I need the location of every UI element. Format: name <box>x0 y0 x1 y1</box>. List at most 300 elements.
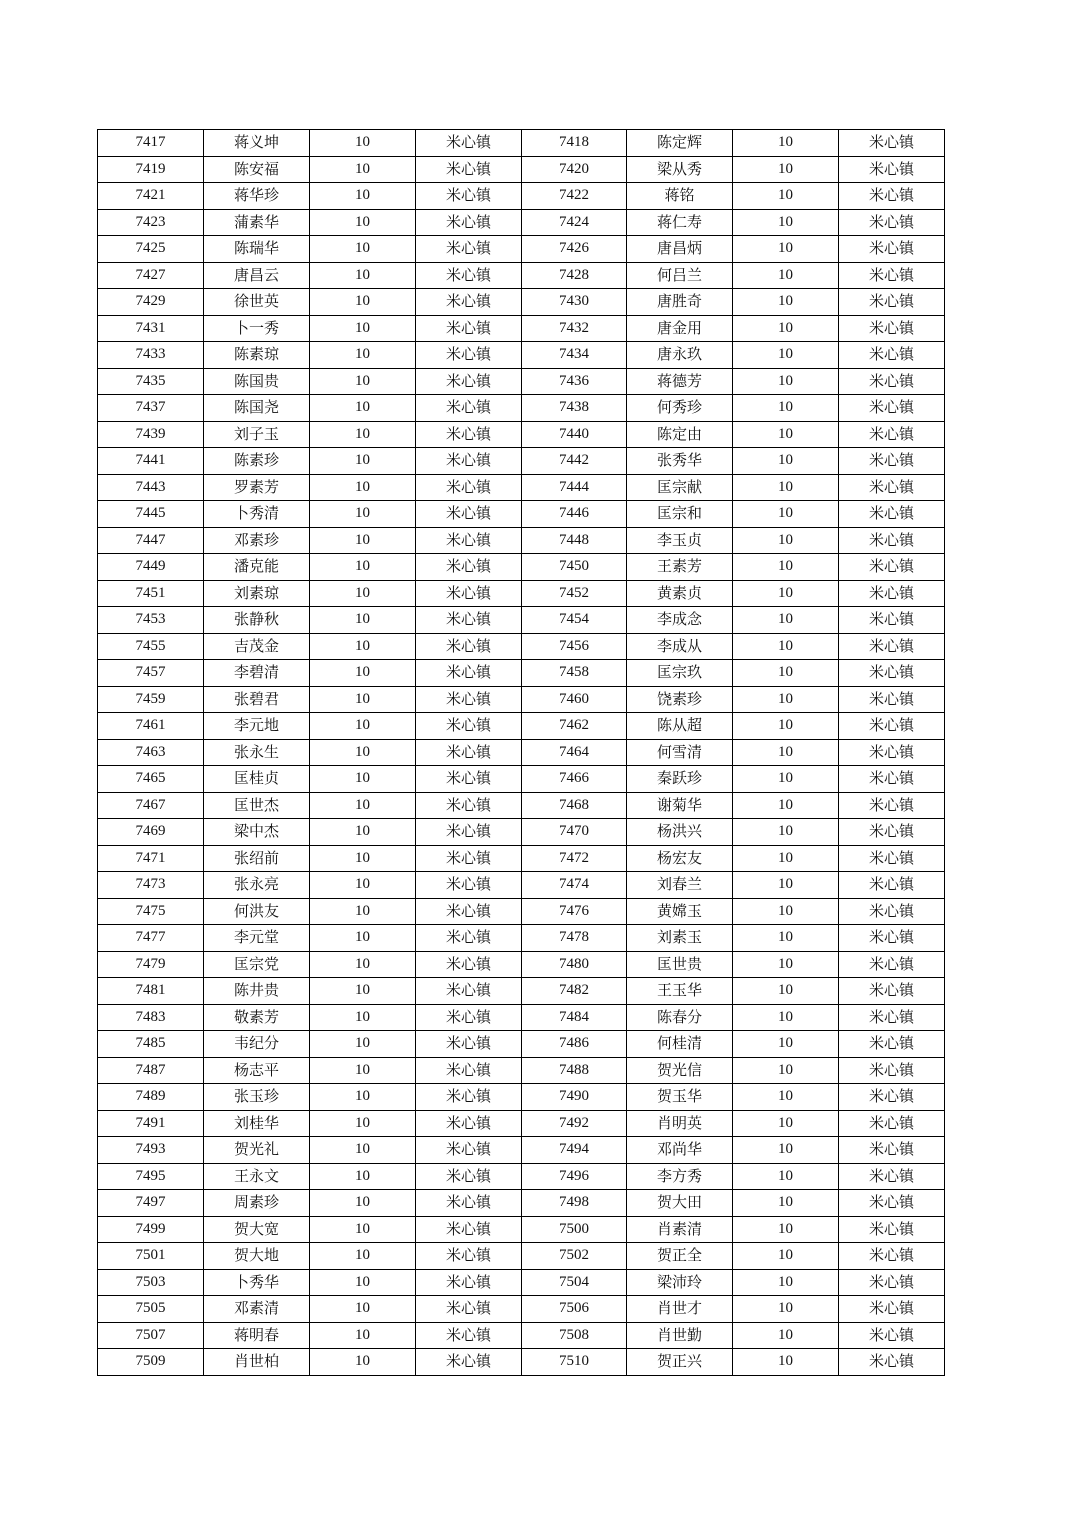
left-id-cell: 7469 <box>98 819 204 846</box>
right-count-cell: 10 <box>733 1216 839 1243</box>
right-name-cell: 肖世勤 <box>627 1322 733 1349</box>
right-id-cell: 7482 <box>522 978 627 1005</box>
table-row <box>98 925 945 952</box>
right-count-cell: 10 <box>733 315 839 342</box>
left-name-cell: 陈井贵 <box>204 978 310 1005</box>
right-town-cell: 米心镇 <box>839 1057 945 1084</box>
right-town-cell: 米心镇 <box>839 236 945 263</box>
right-name-cell: 张秀华 <box>627 448 733 475</box>
left-town-cell: 米心镇 <box>416 527 522 554</box>
table-row <box>98 1137 945 1164</box>
right-name-cell: 匡宗玖 <box>627 660 733 687</box>
left-id-cell: 7471 <box>98 845 204 872</box>
left-town-cell: 米心镇 <box>416 1004 522 1031</box>
right-id-cell: 7424 <box>522 209 627 236</box>
right-name-cell: 李玉贞 <box>627 527 733 554</box>
table-row <box>98 262 945 289</box>
left-count-cell: 10 <box>310 1057 416 1084</box>
left-name-cell: 蒲素华 <box>204 209 310 236</box>
right-count-cell: 10 <box>733 395 839 422</box>
right-count-cell: 10 <box>733 607 839 634</box>
right-town-cell: 米心镇 <box>839 289 945 316</box>
left-name-cell: 李碧清 <box>204 660 310 687</box>
right-id-cell: 7420 <box>522 156 627 183</box>
right-count-cell: 10 <box>733 156 839 183</box>
right-name-cell: 李方秀 <box>627 1163 733 1190</box>
right-town-cell: 米心镇 <box>839 554 945 581</box>
table-row <box>98 739 945 766</box>
table-row <box>98 845 945 872</box>
left-name-cell: 唐昌云 <box>204 262 310 289</box>
table-row <box>98 421 945 448</box>
left-count-cell: 10 <box>310 156 416 183</box>
right-count-cell: 10 <box>733 1190 839 1217</box>
right-town-cell: 米心镇 <box>839 739 945 766</box>
left-count-cell: 10 <box>310 421 416 448</box>
left-name-cell: 贺大宽 <box>204 1216 310 1243</box>
left-id-cell: 7449 <box>98 554 204 581</box>
right-count-cell: 10 <box>733 1296 839 1323</box>
left-id-cell: 7477 <box>98 925 204 952</box>
right-id-cell: 7442 <box>522 448 627 475</box>
left-town-cell: 米心镇 <box>416 1216 522 1243</box>
left-town-cell: 米心镇 <box>416 713 522 740</box>
left-id-cell: 7465 <box>98 766 204 793</box>
right-name-cell: 黄嫦玉 <box>627 898 733 925</box>
right-id-cell: 7432 <box>522 315 627 342</box>
left-name-cell: 刘素琼 <box>204 580 310 607</box>
left-count-cell: 10 <box>310 183 416 210</box>
right-count-cell: 10 <box>733 1084 839 1111</box>
right-name-cell: 饶素珍 <box>627 686 733 713</box>
left-town-cell: 米心镇 <box>416 1243 522 1270</box>
left-name-cell: 贺光礼 <box>204 1137 310 1164</box>
left-id-cell: 7455 <box>98 633 204 660</box>
table-row <box>98 527 945 554</box>
right-name-cell: 何吕兰 <box>627 262 733 289</box>
left-count-cell: 10 <box>310 501 416 528</box>
right-id-cell: 7422 <box>522 183 627 210</box>
left-town-cell: 米心镇 <box>416 660 522 687</box>
left-id-cell: 7475 <box>98 898 204 925</box>
right-id-cell: 7430 <box>522 289 627 316</box>
right-name-cell: 唐胜奇 <box>627 289 733 316</box>
left-count-cell: 10 <box>310 1163 416 1190</box>
left-count-cell: 10 <box>310 368 416 395</box>
right-town-cell: 米心镇 <box>839 1349 945 1376</box>
table-row <box>98 554 945 581</box>
right-name-cell: 贺正全 <box>627 1243 733 1270</box>
left-name-cell: 徐世英 <box>204 289 310 316</box>
left-town-cell: 米心镇 <box>416 1110 522 1137</box>
left-name-cell: 潘克能 <box>204 554 310 581</box>
right-id-cell: 7480 <box>522 951 627 978</box>
left-name-cell: 杨志平 <box>204 1057 310 1084</box>
left-count-cell: 10 <box>310 1296 416 1323</box>
left-count-cell: 10 <box>310 792 416 819</box>
right-town-cell: 米心镇 <box>839 395 945 422</box>
right-count-cell: 10 <box>733 1243 839 1270</box>
left-count-cell: 10 <box>310 395 416 422</box>
right-id-cell: 7466 <box>522 766 627 793</box>
left-id-cell: 7459 <box>98 686 204 713</box>
right-town-cell: 米心镇 <box>839 1269 945 1296</box>
right-town-cell: 米心镇 <box>839 1190 945 1217</box>
left-town-cell: 米心镇 <box>416 209 522 236</box>
left-name-cell: 邓素珍 <box>204 527 310 554</box>
table-row <box>98 792 945 819</box>
left-count-cell: 10 <box>310 474 416 501</box>
left-name-cell: 罗素芳 <box>204 474 310 501</box>
right-town-cell: 米心镇 <box>839 898 945 925</box>
left-name-cell: 蒋义坤 <box>204 130 310 157</box>
left-count-cell: 10 <box>310 766 416 793</box>
right-count-cell: 10 <box>733 845 839 872</box>
left-id-cell: 7451 <box>98 580 204 607</box>
left-town-cell: 米心镇 <box>416 1137 522 1164</box>
left-id-cell: 7461 <box>98 713 204 740</box>
left-count-cell: 10 <box>310 262 416 289</box>
table-row <box>98 130 945 157</box>
right-id-cell: 7498 <box>522 1190 627 1217</box>
right-id-cell: 7440 <box>522 421 627 448</box>
right-id-cell: 7476 <box>522 898 627 925</box>
left-town-cell: 米心镇 <box>416 872 522 899</box>
right-count-cell: 10 <box>733 501 839 528</box>
left-count-cell: 10 <box>310 872 416 899</box>
right-name-cell: 陈定辉 <box>627 130 733 157</box>
left-count-cell: 10 <box>310 1004 416 1031</box>
right-town-cell: 米心镇 <box>839 713 945 740</box>
right-name-cell: 唐金用 <box>627 315 733 342</box>
right-town-cell: 米心镇 <box>839 925 945 952</box>
right-count-cell: 10 <box>733 580 839 607</box>
right-town-cell: 米心镇 <box>839 156 945 183</box>
table-row <box>98 1163 945 1190</box>
right-name-cell: 梁沛玲 <box>627 1269 733 1296</box>
left-town-cell: 米心镇 <box>416 395 522 422</box>
left-id-cell: 7429 <box>98 289 204 316</box>
right-name-cell: 蒋铭 <box>627 183 733 210</box>
right-name-cell: 肖素清 <box>627 1216 733 1243</box>
right-town-cell: 米心镇 <box>839 1084 945 1111</box>
left-id-cell: 7443 <box>98 474 204 501</box>
right-count-cell: 10 <box>733 262 839 289</box>
right-name-cell: 肖世才 <box>627 1296 733 1323</box>
left-id-cell: 7447 <box>98 527 204 554</box>
right-id-cell: 7450 <box>522 554 627 581</box>
right-town-cell: 米心镇 <box>839 1322 945 1349</box>
right-town-cell: 米心镇 <box>839 1031 945 1058</box>
table-row <box>98 1084 945 1111</box>
left-town-cell: 米心镇 <box>416 315 522 342</box>
right-town-cell: 米心镇 <box>839 474 945 501</box>
left-name-cell: 王永文 <box>204 1163 310 1190</box>
right-count-cell: 10 <box>733 978 839 1005</box>
left-id-cell: 7473 <box>98 872 204 899</box>
left-id-cell: 7503 <box>98 1269 204 1296</box>
left-id-cell: 7417 <box>98 130 204 157</box>
left-town-cell: 米心镇 <box>416 1084 522 1111</box>
right-name-cell: 贺大田 <box>627 1190 733 1217</box>
left-count-cell: 10 <box>310 580 416 607</box>
left-count-cell: 10 <box>310 527 416 554</box>
left-count-cell: 10 <box>310 686 416 713</box>
left-town-cell: 米心镇 <box>416 686 522 713</box>
left-count-cell: 10 <box>310 209 416 236</box>
left-id-cell: 7479 <box>98 951 204 978</box>
left-name-cell: 陈国尧 <box>204 395 310 422</box>
left-count-cell: 10 <box>310 925 416 952</box>
right-count-cell: 10 <box>733 183 839 210</box>
left-count-cell: 10 <box>310 130 416 157</box>
left-count-cell: 10 <box>310 660 416 687</box>
right-id-cell: 7452 <box>522 580 627 607</box>
left-id-cell: 7439 <box>98 421 204 448</box>
left-name-cell: 敬素芳 <box>204 1004 310 1031</box>
left-count-cell: 10 <box>310 448 416 475</box>
right-town-cell: 米心镇 <box>839 845 945 872</box>
left-name-cell: 陈素琼 <box>204 342 310 369</box>
left-count-cell: 10 <box>310 713 416 740</box>
right-id-cell: 7428 <box>522 262 627 289</box>
table-row <box>98 1322 945 1349</box>
left-name-cell: 陈安福 <box>204 156 310 183</box>
table-row <box>98 607 945 634</box>
left-id-cell: 7441 <box>98 448 204 475</box>
left-name-cell: 卜秀华 <box>204 1269 310 1296</box>
right-id-cell: 7508 <box>522 1322 627 1349</box>
left-town-cell: 米心镇 <box>416 607 522 634</box>
right-town-cell: 米心镇 <box>839 1216 945 1243</box>
table-row <box>98 951 945 978</box>
right-name-cell: 贺光信 <box>627 1057 733 1084</box>
table-row <box>98 713 945 740</box>
right-name-cell: 梁从秀 <box>627 156 733 183</box>
left-name-cell: 陈瑞华 <box>204 236 310 263</box>
right-name-cell: 匡宗献 <box>627 474 733 501</box>
table-row <box>98 1243 945 1270</box>
left-id-cell: 7445 <box>98 501 204 528</box>
right-count-cell: 10 <box>733 236 839 263</box>
right-town-cell: 米心镇 <box>839 183 945 210</box>
left-count-cell: 10 <box>310 1084 416 1111</box>
left-name-cell: 邓素清 <box>204 1296 310 1323</box>
left-count-cell: 10 <box>310 739 416 766</box>
right-count-cell: 10 <box>733 633 839 660</box>
left-id-cell: 7457 <box>98 660 204 687</box>
left-name-cell: 张绍前 <box>204 845 310 872</box>
left-town-cell: 米心镇 <box>416 845 522 872</box>
left-name-cell: 肖世柏 <box>204 1349 310 1376</box>
right-name-cell: 何雪清 <box>627 739 733 766</box>
table-row <box>98 819 945 846</box>
left-name-cell: 卜秀清 <box>204 501 310 528</box>
right-id-cell: 7496 <box>522 1163 627 1190</box>
left-count-cell: 10 <box>310 898 416 925</box>
left-id-cell: 7509 <box>98 1349 204 1376</box>
left-count-cell: 10 <box>310 1322 416 1349</box>
table-row <box>98 1269 945 1296</box>
table-row <box>98 766 945 793</box>
right-name-cell: 唐永玖 <box>627 342 733 369</box>
right-name-cell: 何秀珍 <box>627 395 733 422</box>
left-name-cell: 陈素珍 <box>204 448 310 475</box>
left-count-cell: 10 <box>310 1190 416 1217</box>
right-count-cell: 10 <box>733 660 839 687</box>
left-name-cell: 刘子玉 <box>204 421 310 448</box>
table-row <box>98 633 945 660</box>
left-id-cell: 7491 <box>98 1110 204 1137</box>
right-count-cell: 10 <box>733 527 839 554</box>
left-name-cell: 匡世杰 <box>204 792 310 819</box>
left-town-cell: 米心镇 <box>416 448 522 475</box>
right-name-cell: 王玉华 <box>627 978 733 1005</box>
left-town-cell: 米心镇 <box>416 978 522 1005</box>
left-name-cell: 卜一秀 <box>204 315 310 342</box>
left-count-cell: 10 <box>310 607 416 634</box>
right-count-cell: 10 <box>733 368 839 395</box>
right-count-cell: 10 <box>733 713 839 740</box>
left-town-cell: 米心镇 <box>416 130 522 157</box>
left-name-cell: 张永生 <box>204 739 310 766</box>
right-count-cell: 10 <box>733 209 839 236</box>
right-count-cell: 10 <box>733 1349 839 1376</box>
table-row <box>98 156 945 183</box>
left-id-cell: 7425 <box>98 236 204 263</box>
left-name-cell: 蒋华珍 <box>204 183 310 210</box>
right-name-cell: 陈定由 <box>627 421 733 448</box>
left-id-cell: 7489 <box>98 1084 204 1111</box>
left-id-cell: 7483 <box>98 1004 204 1031</box>
right-id-cell: 7500 <box>522 1216 627 1243</box>
left-name-cell: 周素珍 <box>204 1190 310 1217</box>
left-id-cell: 7431 <box>98 315 204 342</box>
left-town-cell: 米心镇 <box>416 1322 522 1349</box>
right-count-cell: 10 <box>733 130 839 157</box>
left-name-cell: 梁中杰 <box>204 819 310 846</box>
right-count-cell: 10 <box>733 554 839 581</box>
right-town-cell: 米心镇 <box>839 872 945 899</box>
left-name-cell: 吉茂金 <box>204 633 310 660</box>
left-name-cell: 张玉珍 <box>204 1084 310 1111</box>
right-name-cell: 杨洪兴 <box>627 819 733 846</box>
right-town-cell: 米心镇 <box>839 501 945 528</box>
table-row <box>98 1004 945 1031</box>
left-count-cell: 10 <box>310 1216 416 1243</box>
left-id-cell: 7493 <box>98 1137 204 1164</box>
right-count-cell: 10 <box>733 686 839 713</box>
right-id-cell: 7490 <box>522 1084 627 1111</box>
right-town-cell: 米心镇 <box>839 421 945 448</box>
left-town-cell: 米心镇 <box>416 1349 522 1376</box>
table-row <box>98 289 945 316</box>
table-row <box>98 660 945 687</box>
left-town-cell: 米心镇 <box>416 368 522 395</box>
left-count-cell: 10 <box>310 1269 416 1296</box>
right-count-cell: 10 <box>733 289 839 316</box>
right-id-cell: 7454 <box>522 607 627 634</box>
right-name-cell: 陈从超 <box>627 713 733 740</box>
left-count-cell: 10 <box>310 1110 416 1137</box>
table-row <box>98 1031 945 1058</box>
right-count-cell: 10 <box>733 1004 839 1031</box>
left-town-cell: 米心镇 <box>416 421 522 448</box>
right-town-cell: 米心镇 <box>839 368 945 395</box>
right-count-cell: 10 <box>733 792 839 819</box>
right-name-cell: 肖明英 <box>627 1110 733 1137</box>
right-town-cell: 米心镇 <box>839 342 945 369</box>
left-id-cell: 7419 <box>98 156 204 183</box>
right-id-cell: 7472 <box>522 845 627 872</box>
right-id-cell: 7418 <box>522 130 627 157</box>
left-id-cell: 7437 <box>98 395 204 422</box>
right-town-cell: 米心镇 <box>839 448 945 475</box>
left-town-cell: 米心镇 <box>416 580 522 607</box>
right-count-cell: 10 <box>733 1322 839 1349</box>
left-name-cell: 张静秋 <box>204 607 310 634</box>
right-name-cell: 贺玉华 <box>627 1084 733 1111</box>
left-count-cell: 10 <box>310 1031 416 1058</box>
left-name-cell: 蒋明春 <box>204 1322 310 1349</box>
right-name-cell: 秦跃珍 <box>627 766 733 793</box>
left-count-cell: 10 <box>310 554 416 581</box>
right-name-cell: 李成从 <box>627 633 733 660</box>
left-id-cell: 7423 <box>98 209 204 236</box>
right-town-cell: 米心镇 <box>839 130 945 157</box>
left-name-cell: 韦纪分 <box>204 1031 310 1058</box>
left-town-cell: 米心镇 <box>416 925 522 952</box>
left-id-cell: 7427 <box>98 262 204 289</box>
left-count-cell: 10 <box>310 951 416 978</box>
right-id-cell: 7494 <box>522 1137 627 1164</box>
right-count-cell: 10 <box>733 1110 839 1137</box>
right-count-cell: 10 <box>733 872 839 899</box>
left-town-cell: 米心镇 <box>416 739 522 766</box>
left-name-cell: 李元地 <box>204 713 310 740</box>
right-count-cell: 10 <box>733 739 839 766</box>
right-count-cell: 10 <box>733 951 839 978</box>
right-name-cell: 杨宏友 <box>627 845 733 872</box>
left-name-cell: 陈国贵 <box>204 368 310 395</box>
left-town-cell: 米心镇 <box>416 156 522 183</box>
right-id-cell: 7504 <box>522 1269 627 1296</box>
left-count-cell: 10 <box>310 978 416 1005</box>
table-row <box>98 474 945 501</box>
table-row <box>98 368 945 395</box>
left-town-cell: 米心镇 <box>416 554 522 581</box>
right-name-cell: 王素芳 <box>627 554 733 581</box>
right-count-cell: 10 <box>733 1057 839 1084</box>
left-id-cell: 7487 <box>98 1057 204 1084</box>
right-name-cell: 谢菊华 <box>627 792 733 819</box>
left-town-cell: 米心镇 <box>416 1057 522 1084</box>
table-row <box>98 580 945 607</box>
right-id-cell: 7510 <box>522 1349 627 1376</box>
right-id-cell: 7446 <box>522 501 627 528</box>
right-id-cell: 7462 <box>522 713 627 740</box>
table-row <box>98 315 945 342</box>
left-count-cell: 10 <box>310 633 416 660</box>
left-name-cell: 张永亮 <box>204 872 310 899</box>
left-town-cell: 米心镇 <box>416 1296 522 1323</box>
left-town-cell: 米心镇 <box>416 262 522 289</box>
right-id-cell: 7436 <box>522 368 627 395</box>
left-id-cell: 7433 <box>98 342 204 369</box>
right-id-cell: 7434 <box>522 342 627 369</box>
right-id-cell: 7488 <box>522 1057 627 1084</box>
left-town-cell: 米心镇 <box>416 183 522 210</box>
